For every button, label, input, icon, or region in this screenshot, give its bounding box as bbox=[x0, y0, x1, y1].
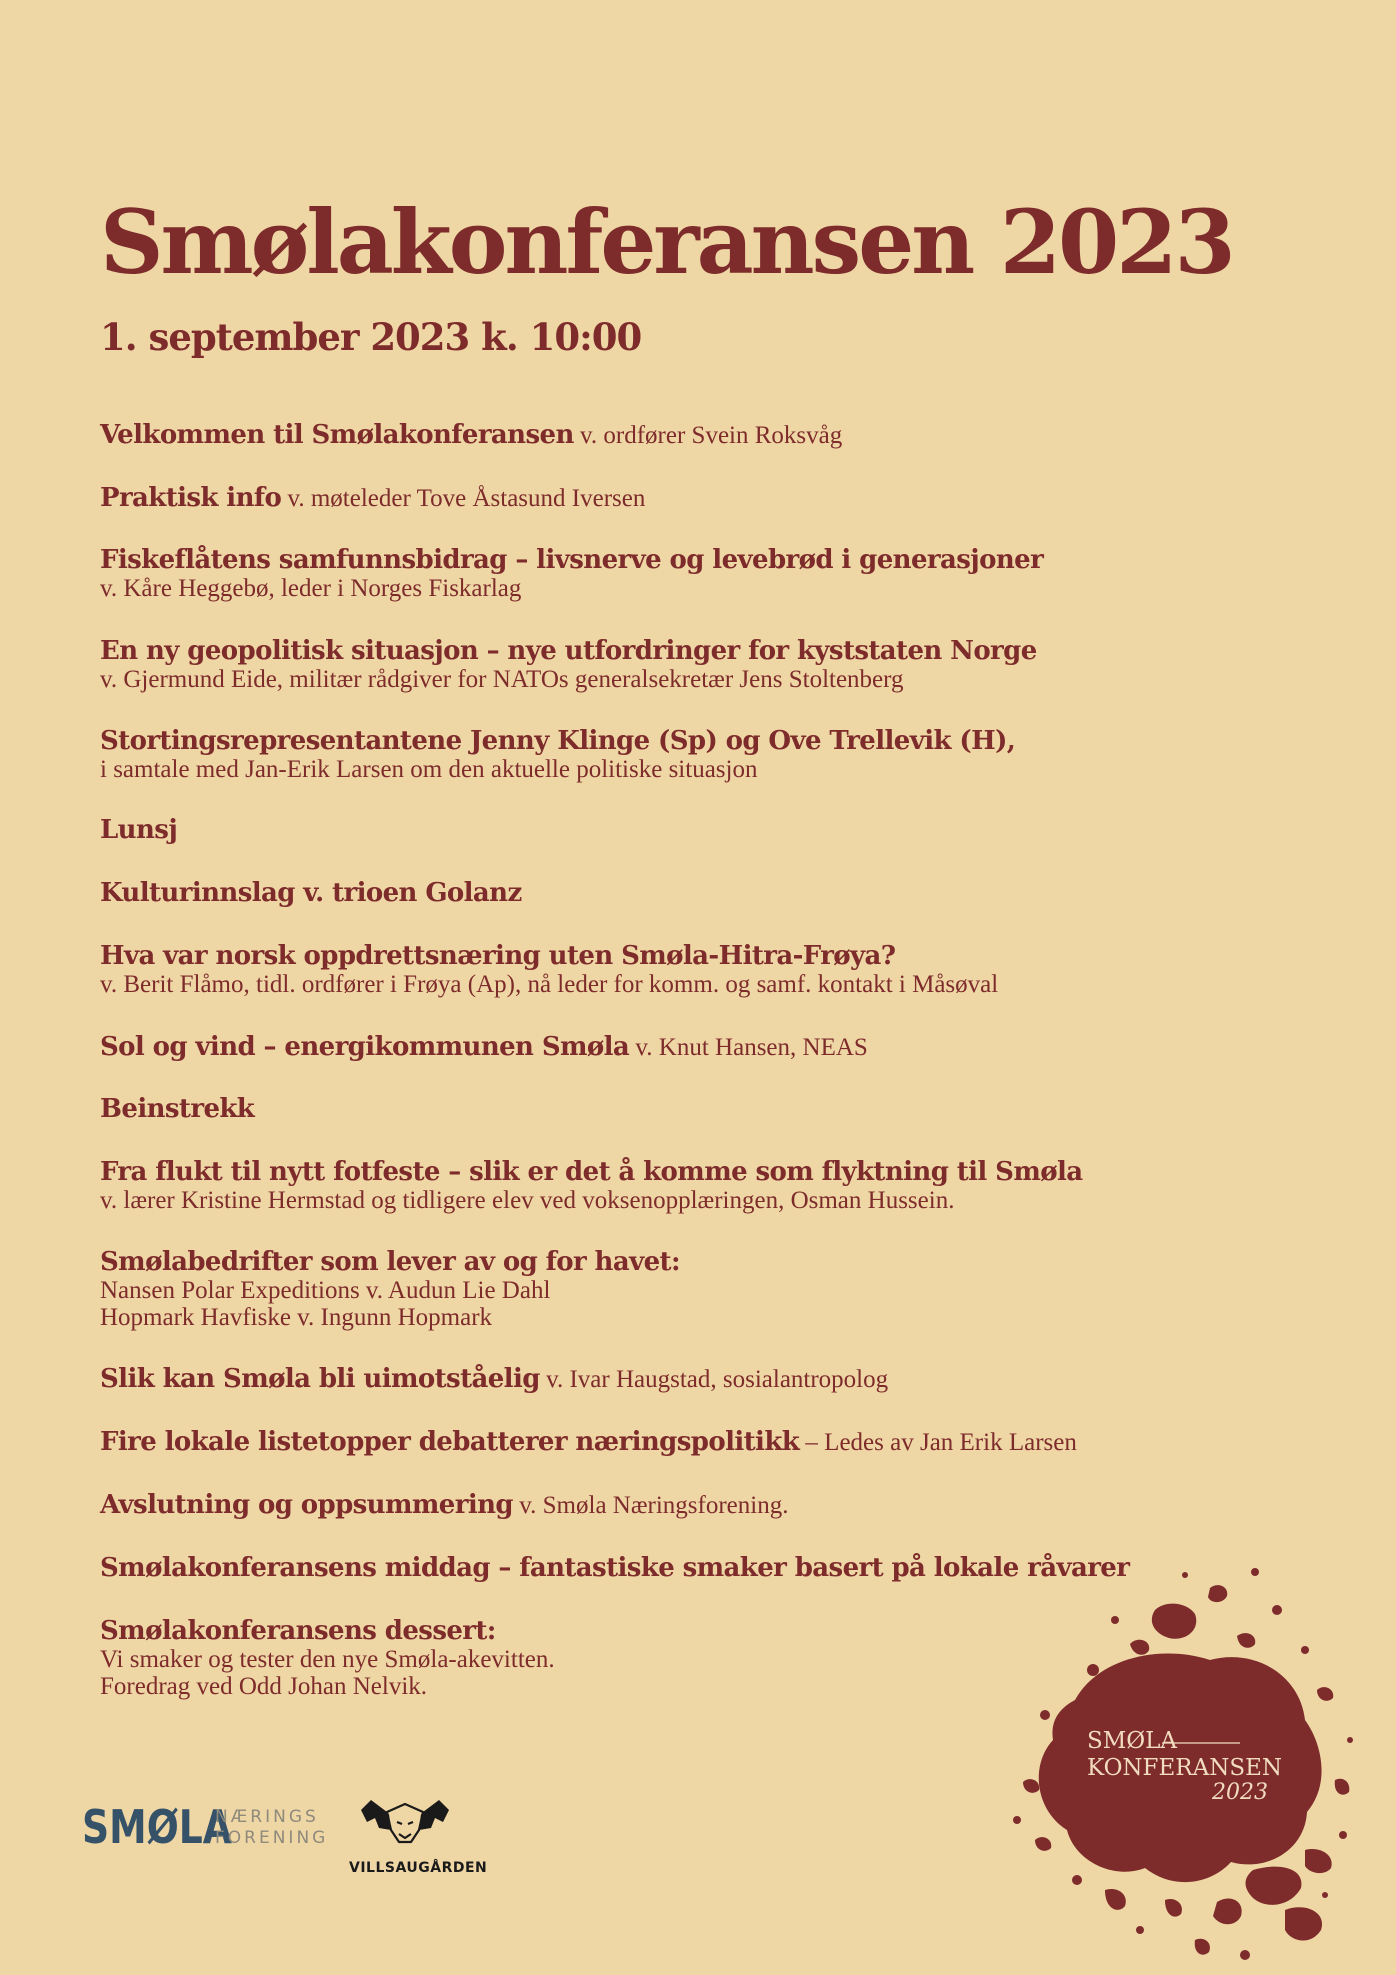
program-item-subline: Vi smaker og tester den nye Smøla-akevitten. bbox=[100, 1646, 555, 1673]
program-item bbox=[100, 636, 1037, 693]
program-item-subline: v. Berit Flåmo, tidl. ordfører i Frøya (Ap), nå leder for komm. og samf. kontakt i Måsøval bbox=[100, 971, 999, 998]
conference-stamp-logo bbox=[1005, 1550, 1365, 1970]
program-item-title: Velkommen til Smølakonferansen bbox=[100, 420, 574, 450]
program-item-title: En ny geopolitisk situasjon – nye utfordringer for kyststaten Norge bbox=[100, 636, 1037, 666]
program-item-title: Hva var norsk oppdrettsnæring uten Smøla-Hitra-Frøya? bbox=[100, 941, 896, 971]
program-item-subline: i samtale med Jan-Erik Larsen om den aktuelle politiske situasjon bbox=[100, 756, 758, 783]
program-item-title: Fra flukt til nytt fotfeste – slik er det å komme som flyktning til Smøla bbox=[100, 1157, 1083, 1187]
program-item-title: Sol og vind – energikommunen Smøla bbox=[100, 1032, 630, 1062]
program-item-title: Beinstrekk bbox=[100, 1094, 255, 1124]
naeringsforening-logo bbox=[82, 1800, 329, 1870]
program-item-title: Stortingsrepresentantene Jenny Klinge (Sp) og Ove Trellevik (H), bbox=[100, 726, 1016, 756]
program-item bbox=[100, 1427, 1077, 1457]
logo-smola-wordmark: SMØLA bbox=[82, 1800, 232, 1854]
program-item bbox=[100, 726, 1015, 783]
program-item bbox=[100, 941, 998, 998]
program-item-speaker: v. ordfører Svein Roksvåg bbox=[573, 422, 843, 449]
program-item-speaker: – Ledes av Jan Erik Larsen bbox=[799, 1429, 1077, 1456]
program-item-title: Smølakonferansens middag – fantastiske smaker basert på lokale råvarer bbox=[100, 1553, 1130, 1583]
program-item-title: Fiskeflåtens samfunnsbidrag – livsnerve og levebrød i generasjoner bbox=[100, 545, 1044, 575]
program-item bbox=[100, 815, 177, 845]
program-item-speaker: v. møteleder Tove Åstasund Iversen bbox=[281, 485, 646, 512]
program-item-title: Lunsj bbox=[100, 815, 178, 845]
program-item-subline: Nansen Polar Expeditions v. Audun Lie Dahl bbox=[100, 1277, 551, 1304]
program-item bbox=[100, 1157, 1083, 1214]
villsaugarden-logo bbox=[345, 1790, 488, 1880]
program-item bbox=[100, 1247, 680, 1331]
program-item-subline: Hopmark Havfiske v. Ingunn Hopmark bbox=[100, 1304, 493, 1331]
stamp-line-3: 2023 bbox=[1212, 1780, 1268, 1805]
program-item-title: Avslutning og oppsummering bbox=[100, 1490, 514, 1520]
logo-forening-text: FORENING bbox=[215, 1828, 329, 1848]
program-item-speaker: v. Ivar Haugstad, sosialantropolog bbox=[539, 1366, 889, 1393]
program-item bbox=[100, 1553, 1129, 1583]
program-item-title: Fire lokale listetopper debatterer næringspolitikk bbox=[100, 1427, 800, 1457]
program-item bbox=[100, 1032, 868, 1062]
program-item bbox=[100, 1094, 254, 1124]
program-item-title: Slik kan Smøla bli uimotståelig bbox=[100, 1364, 540, 1394]
page-title: Smølakonferansen 2023 bbox=[100, 190, 1233, 294]
program-item bbox=[100, 545, 1043, 602]
program-item-speaker: v. Knut Hansen, NEAS bbox=[629, 1034, 868, 1061]
program-item bbox=[100, 1490, 788, 1520]
program-item-subline: v. Kåre Heggebø, leder i Norges Fiskarlag bbox=[100, 575, 522, 602]
program-item bbox=[100, 1364, 888, 1394]
stamp-line-2: KONFERANSEN bbox=[1087, 1755, 1283, 1781]
stamp-line-1: SMØLA bbox=[1087, 1728, 1178, 1754]
program-item bbox=[100, 1616, 555, 1700]
logo-naerings-text: NÆRINGS bbox=[215, 1807, 319, 1827]
program-item-subline: v. Gjermund Eide, militær rådgiver for NATOs generalsekretær Jens Stoltenberg bbox=[100, 666, 904, 693]
sheep-head-icon bbox=[345, 1790, 465, 1860]
program-item-title: Smølakonferansens dessert: bbox=[100, 1616, 496, 1646]
program-item bbox=[100, 483, 645, 513]
program-item-subline: v. lærer Kristine Hermstad og tidligere elev ved voksenopplæringen, Osman Hussein. bbox=[100, 1187, 955, 1214]
event-date: 1. september 2023 k. 10:00 bbox=[100, 315, 642, 359]
program-item bbox=[100, 878, 522, 908]
villsaugarden-wordmark: VILLSAUGÅRDEN bbox=[349, 1860, 488, 1876]
program-item-title: Smølabedrifter som lever av og for havet: bbox=[100, 1247, 680, 1277]
program-item-title: Kulturinnslag v. trioen Golanz bbox=[100, 878, 522, 908]
program-item-subline: Foredrag ved Odd Johan Nelvik. bbox=[100, 1673, 428, 1700]
program-item bbox=[100, 420, 842, 450]
program-item-speaker: v. Smøla Næringsforening. bbox=[513, 1492, 789, 1519]
program-item-title: Praktisk info bbox=[100, 483, 282, 513]
